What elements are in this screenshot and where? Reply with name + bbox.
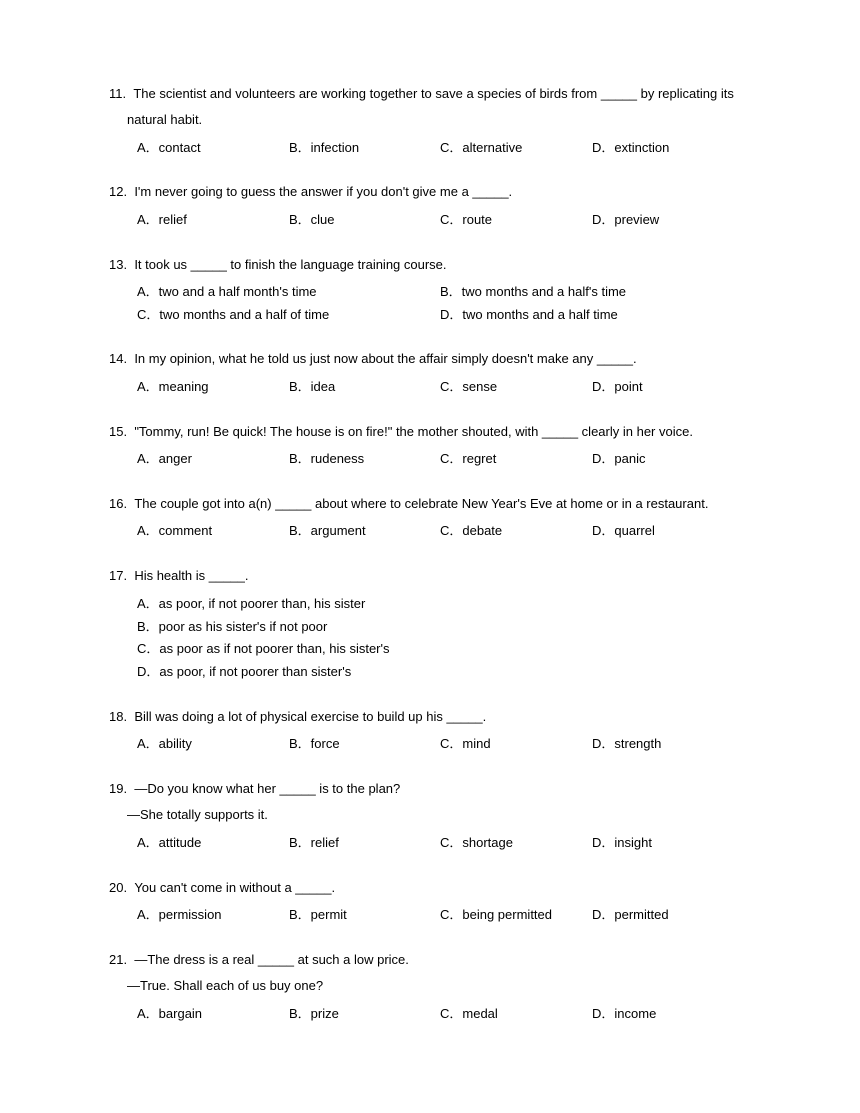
option-d[interactable]: D．strength	[592, 736, 662, 751]
option-d[interactable]: D．income	[592, 1006, 657, 1021]
question-number: 11.	[109, 86, 127, 101]
question-number: 16.	[109, 496, 128, 511]
question-text: In my opinion, what he told us just now about the affair simply doesn't make any _____.	[134, 351, 637, 366]
option-d[interactable]: D．panic	[592, 451, 646, 466]
option-d[interactable]: D．permitted	[592, 907, 669, 922]
option-c[interactable]: C．alternative	[440, 140, 523, 155]
option-c[interactable]: C．route	[440, 212, 493, 227]
option-b[interactable]: B．prize	[289, 1006, 339, 1021]
question-text: —The dress is a real _____ at such a low price.	[134, 952, 409, 967]
option-b[interactable]: B．argument	[289, 523, 366, 538]
option-d[interactable]: D．point	[592, 379, 643, 394]
question-stem	[109, 952, 409, 967]
option-d[interactable]: D．insight	[592, 835, 652, 850]
option-b[interactable]: B．force	[289, 736, 340, 751]
option-a[interactable]: A．meaning	[137, 379, 209, 394]
option-b[interactable]: B．permit	[289, 907, 347, 922]
question-number: 18.	[109, 709, 128, 724]
option-a[interactable]: A．ability	[137, 736, 192, 751]
option-a[interactable]: A．permission	[137, 907, 222, 922]
question-text-continued: —True. Shall each of us buy one?	[127, 978, 324, 993]
question-text: —Do you know what her _____ is to the plan?	[134, 781, 401, 796]
option-a[interactable]: A．two and a half month's time	[137, 284, 317, 299]
question-stem	[109, 781, 400, 796]
option-c[interactable]: C．being permitted	[440, 907, 552, 922]
option-d[interactable]: D．as poor, if not poorer than sister's	[137, 664, 352, 679]
option-b[interactable]: B．infection	[289, 140, 360, 155]
question-number: 21.	[109, 952, 128, 967]
question-number: 15.	[109, 424, 128, 439]
question-stem	[109, 257, 447, 272]
option-c[interactable]: C．two months and a half of time	[137, 307, 330, 322]
option-a[interactable]: A．anger	[137, 451, 192, 466]
option-a[interactable]: A．as poor, if not poorer than, his sister	[137, 596, 366, 611]
question-stem	[109, 880, 335, 895]
option-d[interactable]: D．quarrel	[592, 523, 655, 538]
option-c[interactable]: C．sense	[440, 379, 498, 394]
question-text: His health is _____.	[134, 568, 249, 583]
question-stem	[109, 184, 512, 199]
option-b[interactable]: B．relief	[289, 835, 339, 850]
question-number: 17.	[109, 568, 128, 583]
question-stem	[109, 424, 693, 439]
question-text: I'm never going to guess the answer if you don't give me a _____.	[134, 184, 513, 199]
option-a[interactable]: A．attitude	[137, 835, 202, 850]
question-stem	[109, 709, 486, 724]
question-number: 20.	[109, 880, 128, 895]
question-stem	[109, 86, 734, 101]
question-stem	[109, 351, 637, 366]
question-text: You can't come in without a _____.	[134, 880, 336, 895]
option-c[interactable]: C．as poor as if not poorer than, his sister's	[137, 641, 390, 656]
question-text: The couple got into a(n) _____ about where to celebrate New Year's Eve at home or in a restaurant.	[134, 496, 709, 511]
option-b[interactable]: B．rudeness	[289, 451, 365, 466]
option-b[interactable]: B．poor as his sister's if not poor	[137, 619, 328, 634]
question-number: 13.	[109, 257, 128, 272]
question-text-continued: —She totally supports it.	[127, 807, 268, 822]
option-b[interactable]: B．two months and a half's time	[440, 284, 627, 299]
question-stem	[109, 496, 708, 511]
question-text-continued: natural habit.	[127, 112, 203, 127]
option-b[interactable]: B．clue	[289, 212, 335, 227]
question-number: 12.	[109, 184, 128, 199]
option-a[interactable]: A．contact	[137, 140, 201, 155]
option-b[interactable]: B．idea	[289, 379, 336, 394]
option-c[interactable]: C．regret	[440, 451, 497, 466]
option-c[interactable]: C．debate	[440, 523, 503, 538]
option-d[interactable]: D．two months and a half time	[440, 307, 618, 322]
question-text: Bill was doing a lot of physical exercise to build up his _____.	[134, 709, 487, 724]
question-text: "Tommy, run! Be quick! The house is on fire!" the mother shouted, with _____ clearly in her voice.	[134, 424, 693, 439]
option-a[interactable]: A．bargain	[137, 1006, 203, 1021]
option-c[interactable]: C．shortage	[440, 835, 513, 850]
question-text: It took us _____ to finish the language training course.	[134, 257, 447, 272]
question-text: The scientist and volunteers are working together to save a species of birds from _____ by replicating its	[133, 86, 734, 101]
option-a[interactable]: A．comment	[137, 523, 213, 538]
question-stem	[109, 568, 249, 583]
option-d[interactable]: D．extinction	[592, 140, 670, 155]
option-a[interactable]: A．relief	[137, 212, 187, 227]
option-c[interactable]: C．mind	[440, 736, 491, 751]
question-number: 19.	[109, 781, 128, 796]
option-d[interactable]: D．preview	[592, 212, 660, 227]
question-number: 14.	[109, 351, 128, 366]
option-c[interactable]: C．medal	[440, 1006, 498, 1021]
